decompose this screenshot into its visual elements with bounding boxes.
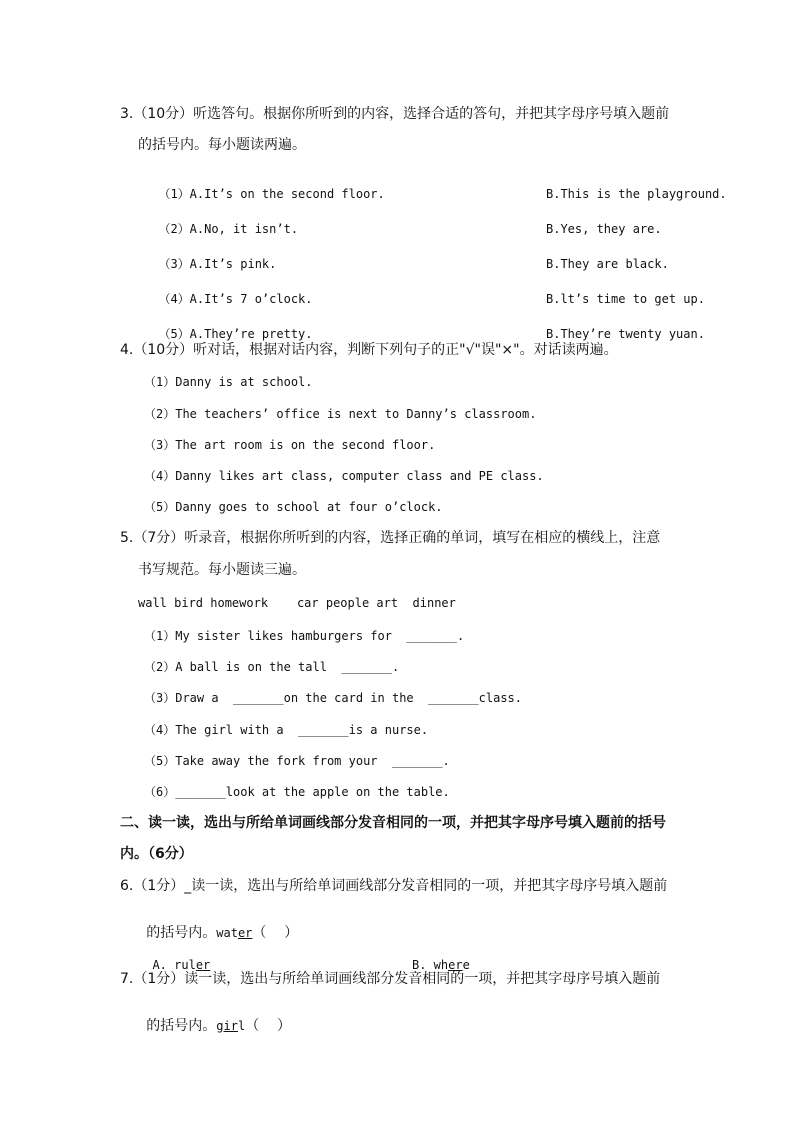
q5-item-2: （2）A ball is on the tall _______.	[144, 660, 400, 674]
q7-heading-line2	[138, 1002, 291, 1035]
q3-item-3-option-b: B.They are black.	[546, 257, 669, 271]
section2-heading-line2: 内。（6分）	[120, 846, 193, 862]
q6-word-underlined: er	[237, 926, 253, 940]
q3-item-5	[144, 310, 744, 342]
q4-item-5: （5）Danny goes to school at four o’clock.	[144, 500, 443, 514]
q5-item-5: （5）Take away the fork from your _______.	[144, 754, 450, 768]
q3-item-2-option-a: （2）A.No, it isn’t.	[158, 222, 299, 236]
q7-word-start: g	[216, 1019, 224, 1033]
q3-item-4	[144, 275, 744, 307]
q3-item-1-option-b: B.This is the playground.	[546, 187, 727, 201]
q6-option-a-underlined: er	[195, 958, 211, 972]
q6-word-start: wat	[216, 926, 238, 940]
q7-word	[216, 1019, 245, 1033]
q3-item-3-option-a: （3）A.It’s pink.	[158, 257, 277, 271]
q7-word-end: l	[237, 1019, 246, 1033]
q6-heading-line2	[138, 909, 298, 942]
q3-heading-line1: 3.（10分）听选答句。根据你所听到的内容，选择合适的答句，并把其字母序号填入题前	[120, 106, 670, 122]
q6-options	[138, 941, 738, 973]
q6-answer-parens: （ ）	[252, 925, 299, 941]
q7-answer-parens: （ ）	[245, 1018, 291, 1034]
q6-word	[216, 926, 252, 940]
q5-item-3: （3）Draw a _______on the card in the _______class.	[144, 691, 523, 705]
q4-item-4: （4）Danny likes art class, computer class and PE class.	[144, 469, 544, 483]
q3-item-4-option-b: B.lt’s time to get up.	[546, 292, 705, 306]
q3-item-2-option-b: B.Yes, they are.	[546, 222, 662, 236]
q6-option-a-start: A. rul	[152, 958, 196, 972]
q3-heading-line2: 的括号内。每小题读两遍。	[138, 137, 306, 153]
q7-heading-line1: 7.（1分）读一读，选出与所给单词画线部分发音相同的一项，并把其字母序号填入题前	[120, 971, 661, 987]
q5-heading-line2: 书写规范。每小题读三遍。	[138, 562, 306, 578]
q6-line2-prefix: 的括号内。	[146, 925, 217, 941]
q7-word-underlined: ir	[223, 1019, 238, 1033]
q5-item-4: （4）The girl with a _______is a nurse.	[144, 723, 429, 737]
q3-item-1-option-a: （1）A.It’s on the second floor.	[158, 187, 385, 201]
q3-item-5-option-b: B.They’re twenty yuan.	[546, 327, 705, 341]
q6-option-a	[152, 958, 210, 972]
q6-option-b-start: B. wh	[412, 958, 449, 972]
q3-item-3	[144, 240, 744, 272]
q4-item-3: （3）The art room is on the second floor.	[144, 438, 436, 452]
section2-heading-line1: 二、读一读，选出与所给单词画线部分发音相同的一项，并把其字母序号填入题前的括号	[120, 815, 666, 831]
q4-item-2: （2）The teachers’ office is next to Danny’s classroom.	[144, 407, 537, 421]
q5-word-bank: wall bird homework car people art dinner	[138, 596, 456, 610]
q5-heading-line1: 5.（7分）听录音，根据你所听到的内容，选择正确的单词，填写在相应的横线上，注意	[120, 530, 661, 546]
q3-item-1	[144, 170, 744, 202]
q6-option-b-end: e	[462, 958, 470, 972]
q4-heading: 4.（10分）听对话，根据对话内容，判断下列句子的正"√"误"×"。对话读两遍。	[120, 342, 618, 358]
q5-item-1: （1）My sister likes hamburgers for _______.	[144, 629, 465, 643]
q4-item-1: （1）Danny is at school.	[144, 375, 313, 389]
q3-item-2	[144, 205, 744, 237]
q5-item-6: （6）_______look at the apple on the table.	[144, 785, 450, 799]
q6-option-b-underlined: er	[448, 958, 463, 972]
q3-item-5-option-a: （5）A.They’re pretty.	[158, 327, 313, 341]
q6-heading-line1: 6.（1分）_读一读，选出与所给单词画线部分发音相同的一项，并把其字母序号填入题前	[120, 878, 668, 894]
q7-line2-prefix: 的括号内。	[146, 1018, 217, 1034]
q3-item-4-option-a: （4）A.It’s 7 o’clock.	[158, 292, 313, 306]
